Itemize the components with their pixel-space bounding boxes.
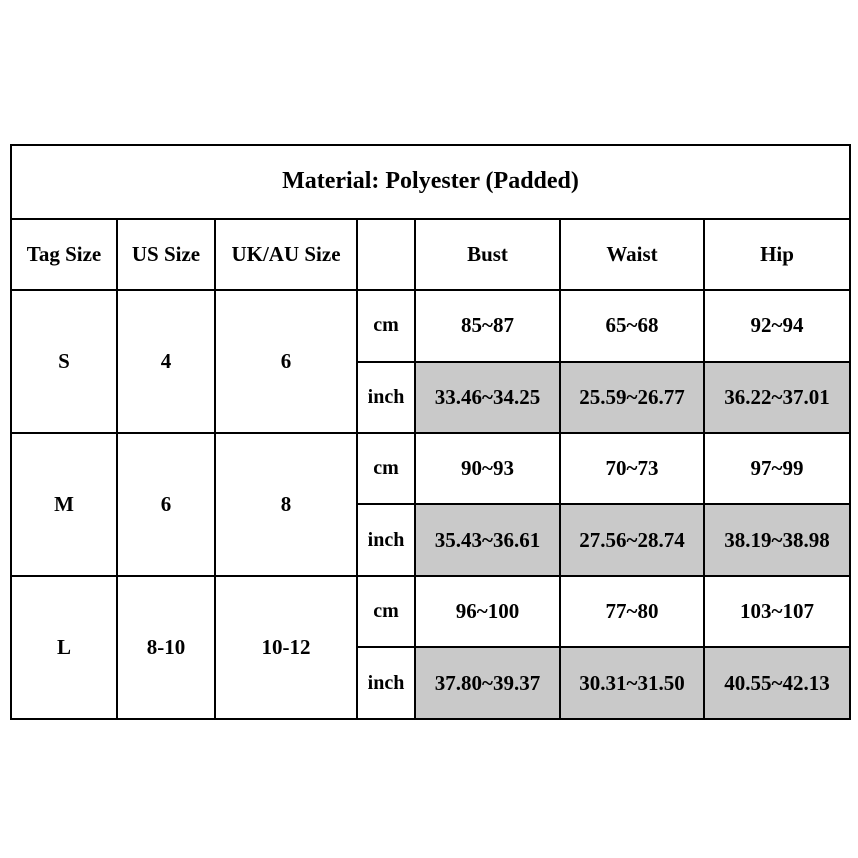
header-hip: Hip bbox=[704, 219, 850, 290]
us-size-cell: 6 bbox=[117, 433, 215, 576]
tag-size-cell: M bbox=[11, 433, 117, 576]
bust-cell: 85~87 bbox=[415, 290, 560, 361]
header-waist: Waist bbox=[560, 219, 704, 290]
hip-cell: 38.19~38.98 bbox=[704, 504, 850, 575]
size-table bbox=[10, 144, 851, 720]
title-row bbox=[11, 145, 850, 219]
bust-cell: 33.46~34.25 bbox=[415, 362, 560, 433]
waist-cell: 25.59~26.77 bbox=[560, 362, 704, 433]
table-row bbox=[11, 576, 850, 647]
hip-cell: 36.22~37.01 bbox=[704, 362, 850, 433]
uk-au-size-cell: 8 bbox=[215, 433, 357, 576]
header-bust: Bust bbox=[415, 219, 560, 290]
us-size-cell: 8-10 bbox=[117, 576, 215, 719]
hip-cell: 92~94 bbox=[704, 290, 850, 361]
hip-cell: 103~107 bbox=[704, 576, 850, 647]
uk-au-size-cell: 6 bbox=[215, 290, 357, 433]
unit-cell: inch bbox=[357, 647, 415, 719]
header-unit bbox=[357, 219, 415, 290]
uk-au-size-cell: 10-12 bbox=[215, 576, 357, 719]
bust-cell: 37.80~39.37 bbox=[415, 647, 560, 719]
header-tag-size: Tag Size bbox=[11, 219, 117, 290]
waist-cell: 27.56~28.74 bbox=[560, 504, 704, 575]
waist-cell: 70~73 bbox=[560, 433, 704, 504]
unit-cell: inch bbox=[357, 362, 415, 433]
us-size-cell: 4 bbox=[117, 290, 215, 433]
waist-cell: 77~80 bbox=[560, 576, 704, 647]
bust-cell: 35.43~36.61 bbox=[415, 504, 560, 575]
bust-cell: 96~100 bbox=[415, 576, 560, 647]
table-row bbox=[11, 433, 850, 504]
unit-cell: cm bbox=[357, 433, 415, 504]
unit-cell: cm bbox=[357, 576, 415, 647]
tag-size-cell: L bbox=[11, 576, 117, 719]
bust-cell: 90~93 bbox=[415, 433, 560, 504]
size-chart bbox=[10, 144, 849, 720]
header-row bbox=[11, 219, 850, 290]
table-row bbox=[11, 290, 850, 361]
header-uk-au-size: UK/AU Size bbox=[215, 219, 357, 290]
table-title: Material: Polyester (Padded) bbox=[11, 145, 850, 219]
header-us-size: US Size bbox=[117, 219, 215, 290]
unit-cell: cm bbox=[357, 290, 415, 361]
hip-cell: 97~99 bbox=[704, 433, 850, 504]
waist-cell: 30.31~31.50 bbox=[560, 647, 704, 719]
unit-cell: inch bbox=[357, 504, 415, 575]
waist-cell: 65~68 bbox=[560, 290, 704, 361]
hip-cell: 40.55~42.13 bbox=[704, 647, 850, 719]
tag-size-cell: S bbox=[11, 290, 117, 433]
